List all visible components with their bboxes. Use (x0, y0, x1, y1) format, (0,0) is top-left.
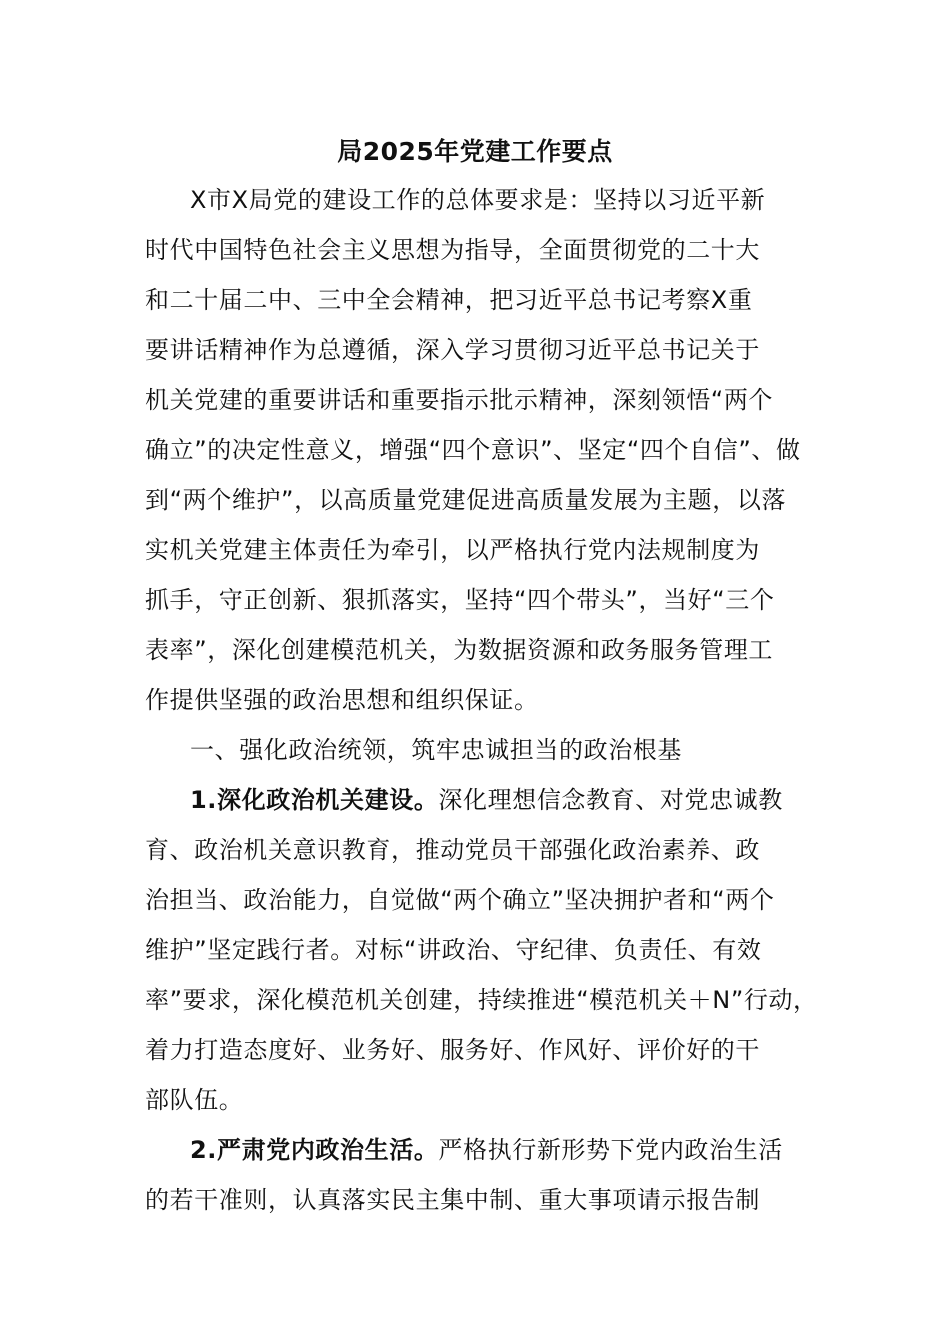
intro-line: 要讲话精神作为总遵循，深入学习贯彻习近平总书记关于 (145, 336, 760, 364)
intro-line: 抓手，守正创新、狠抓落实，坚持“四个带头”，当好“三个 (145, 586, 775, 614)
intro-line: 实机关党建主体责任为牵引，以严格执行党内法规制度为 (145, 536, 760, 564)
intro-line: 作提供坚强的政治思想和组织保证。 (145, 686, 539, 714)
item1-line: 着力打造态度好、业务好、服务好、作风好、评价好的干 (145, 1036, 760, 1064)
intro-line: X市X局党的建设工作的总体要求是：坚持以习近平新 (190, 186, 766, 214)
item1-first-line (190, 783, 783, 817)
intro-line: 确立”的决定性意义，增强“四个意识”、坚定“四个自信”、做 (145, 436, 801, 464)
intro-line: 表率”，深化创建模范机关，为数据资源和政务服务管理工 (145, 636, 774, 664)
item1-line: 育、政治机关意识教育，推动党员干部强化政治素养、政 (145, 836, 760, 864)
item2-first-line-rest: 严格执行新形势下党内政治生活 (438, 1136, 783, 1164)
intro-line: 机关党建的重要讲话和重要指示批示精神，深刻领悟“两个 (145, 386, 774, 414)
item2-line: 的若干准则，认真落实民主集中制、重大事项请示报告制 (145, 1186, 760, 1214)
item1-line: 率”要求，深化模范机关创建，持续推进“模范机关＋N”行动， (145, 986, 818, 1014)
item2-first-line (190, 1133, 783, 1167)
item1-first-line-rest: 深化理想信念教育、对党忠诚教 (438, 786, 783, 814)
item1-line: 部队伍。 (145, 1086, 244, 1114)
intro-line: 时代中国特色社会主义思想为指导，全面贯彻党的二十大 (145, 236, 760, 264)
item1-lead: 1.深化政治机关建设。 (190, 786, 439, 814)
document-title: 局2025年党建工作要点 (337, 137, 613, 166)
item1-line: 治担当、政治能力，自觉做“两个确立”坚决拥护者和“两个 (145, 886, 775, 914)
item2-lead: 2.严肃党内政治生活。 (190, 1136, 439, 1164)
intro-line: 和二十届二中、三中全会精神，把习近平总书记考察X重 (145, 286, 753, 314)
section-heading: 一、强化政治统领，筑牢忠诚担当的政治根基 (190, 736, 682, 764)
intro-line: 到“两个维护”，以高质量党建促进高质量发展为主题，以落 (145, 486, 787, 514)
item1-line: 维护”坚定践行者。对标“讲政治、守纪律、负责任、有效 (145, 936, 762, 964)
